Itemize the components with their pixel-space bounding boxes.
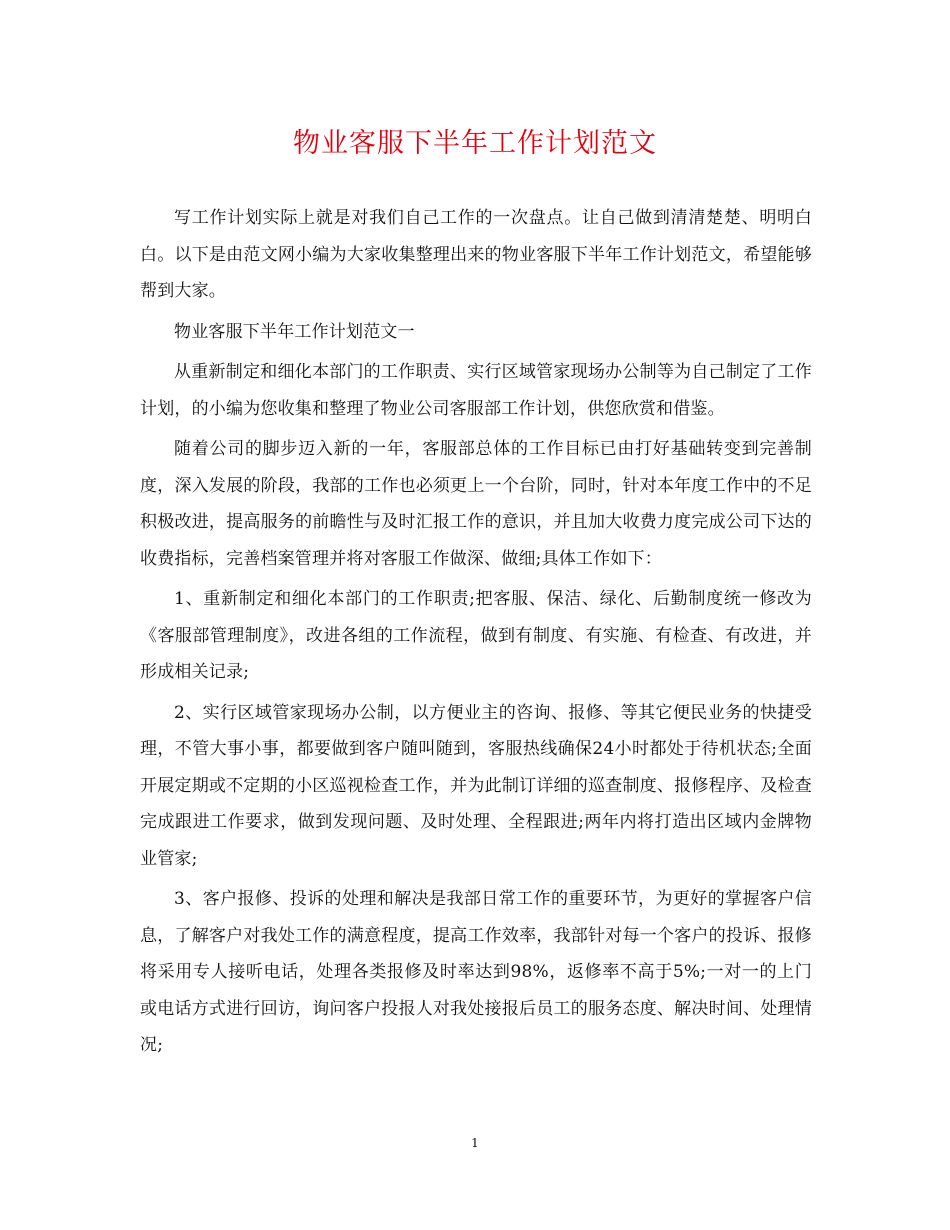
page-number: 1 <box>471 1136 479 1150</box>
paragraph-overview: 从重新制定和细化本部门的工作职责、实行区域管家现场办公制等为自己制定了工作计划，的小编为您收集和整理了物业公司客服部工作计划，供您欣赏和借鉴。 <box>140 362 812 419</box>
paragraph-item-2: 2、实行区域管家现场办公制，以方便业主的咨询、报修、等其它便民业务的快捷受理，不管大事小事，都要做到客户随叫随到，客服热线确保24小时都处于待机状态;全面开展定期或不定期的小区巡视检查工作，并为此制订详细的巡查制度、报修程序、及检查完成跟进工作要求，做到发现问题、及时处理、全程跟进;两年内将打造出区域内金牌物业管家; <box>140 702 812 869</box>
paragraph-goals: 随着公司的脚步迈入新的一年，客服部总体的工作目标已由打好基础转变到完善制度，深入发展的阶段，我部的工作也必须更上一个台阶，同时，针对本年度工作中的不足积极改进，提高服务的前瞻性与及时汇报工作的意识，并且加大收费力度完成公司下达的收费指标，完善档案管理并将对客服工作做深、做细;具体工作如下： <box>140 439 812 569</box>
document-body <box>140 200 812 1068</box>
paragraph-intro: 写工作计划实际上就是对我们自己工作的一次盘点。让自己做到清清楚楚、明明白白。以下是由范文网小编为大家收集整理出来的物业客服下半年工作计划范文，希望能够帮到大家。 <box>140 208 812 301</box>
document-title: 物业客服下半年工作计划范文 <box>293 128 657 159</box>
paragraph-item-3: 3、客户报修、投诉的处理和解决是我部日常工作的重要环节，为更好的掌握客户信息，了解客户对我处工作的满意程度，提高工作效率，我部针对每一个客户的投诉、报修将采用专人接听电话，处理各类报修及时率达到98%，返修率不高于5%;一对一的上门或电话方式进行回访，询问客户投报人对我处接报后员工的服务态度、解决时间、处理情况; <box>140 889 812 1055</box>
paragraph-item-1: 1、重新制定和细化本部门的工作职责;把客服、保洁、绿化、后勤制度统一修改为《客服部管理制度》，改进各组的工作流程，做到有制度、有实施、有检查、有改进，并形成相关记录; <box>140 589 812 682</box>
section-heading: 物业客服下半年工作计划范文一 <box>174 321 415 342</box>
